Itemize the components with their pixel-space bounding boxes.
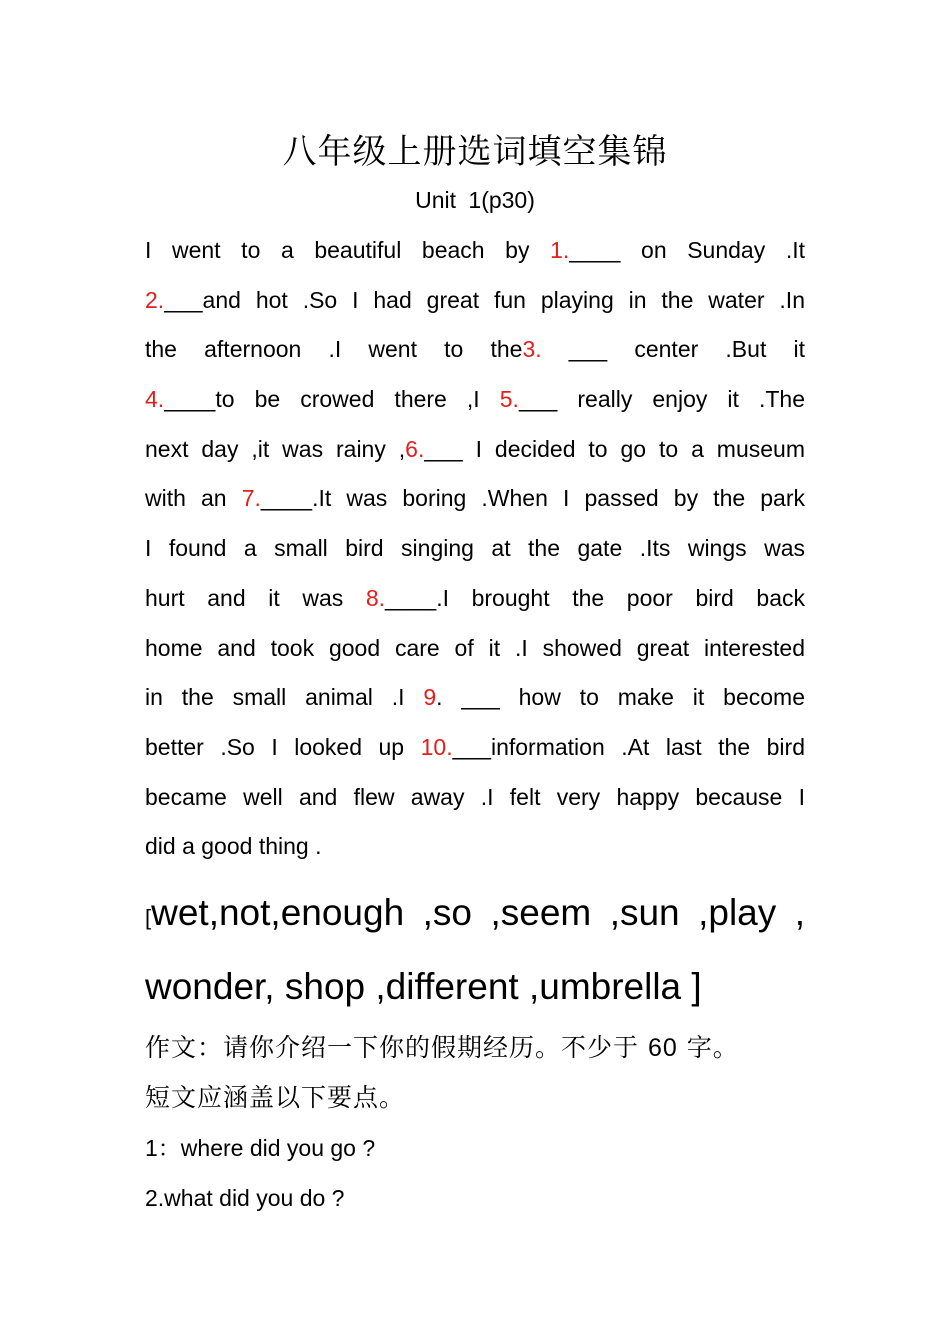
essay-prompt-text: 作文：请你介绍一下你的假期经历。不少于 [145,1033,648,1062]
passage-text: ___and hot .So I had great fun playing in the water .In [164,286,805,313]
passage-text: ____.It was boring .When I passed by the park [260,485,805,512]
passage-line [145,474,805,524]
essay-word-count: 60 [647,1034,678,1062]
blank-number: 7. [241,485,261,512]
passage-line [145,325,805,375]
blank-number: 9 [423,684,437,711]
passage-line [145,723,805,773]
passage-line [145,673,805,723]
passage-text: the afternoon .I went to the [145,336,523,363]
word-bank-line-1 [145,876,805,950]
passage-text: ___ center .But it [541,336,805,363]
passage-text: in the small animal .I [145,684,424,711]
blank-number: 5. [499,386,519,413]
page-title: 八年级上册选词填空集锦 [282,132,668,172]
passage-text: I found a small bird singing at the gate .Its wings was [145,535,805,562]
passage-line [145,624,805,674]
blank-number: 3. [522,336,542,363]
essay-question-1: 1：where did you go ? [145,1135,376,1161]
passage-text: hurt and it was [145,584,366,611]
word-bank-line-2: wonder, shop ,different ,umbrella ] [145,966,702,1007]
blank-number: 6. [405,435,425,462]
word-bank [145,876,805,1024]
blank-number: 2. [145,286,165,313]
essay-requirements: 短文应涵盖以下要点。 [145,1083,406,1112]
passage-text: home and took good care of it .I showed great interested [145,634,805,661]
passage-text: ____ on Sunday .It [569,237,805,263]
passage-line [145,574,805,624]
passage-text: with an [145,485,242,512]
essay-question-2: 2.what did you do ? [145,1185,345,1211]
passage-line [145,226,805,276]
cloze-passage [145,226,805,872]
essay-prompt [145,1023,825,1073]
passage-line [145,375,805,425]
passage-text: I went to a beautiful beach by [145,237,551,263]
passage-text: became well and flew away .I felt very happy because I [145,783,805,810]
blank-number: 8. [365,584,386,611]
passage-text: next day ,it was rainy , [145,435,406,462]
passage-text: ___ I decided to go to a museum [424,435,805,462]
passage-line [145,425,805,475]
blank-number: 10. [420,733,453,760]
essay-section [145,1023,825,1223]
passage-line [145,276,805,326]
passage-line [145,822,805,872]
word-bank-words-1: wet,not,enough ,so ,seem ,sun ,play , [151,892,805,933]
passage-text: did a good thing . [145,833,322,860]
passage-text: . ___ how to make it become [436,684,805,711]
passage-text: ___information .At last the bird [452,733,805,760]
passage-text: ____to be crowed there ,I [164,386,500,413]
passage-line [145,524,805,574]
essay-prompt-tail: 字。 [677,1033,739,1062]
passage-text: ____.I brought the poor bird back [385,584,805,611]
passage-text: ___ really enjoy it .The [518,386,806,413]
word-bank-open-bracket: [ [145,905,152,930]
blank-number: 4. [145,386,165,413]
passage-line [145,773,805,823]
passage-text: better .So I looked up [145,733,421,760]
unit-subtitle: Unit 1(p30) [415,187,535,213]
blank-number: 1. [550,237,570,263]
